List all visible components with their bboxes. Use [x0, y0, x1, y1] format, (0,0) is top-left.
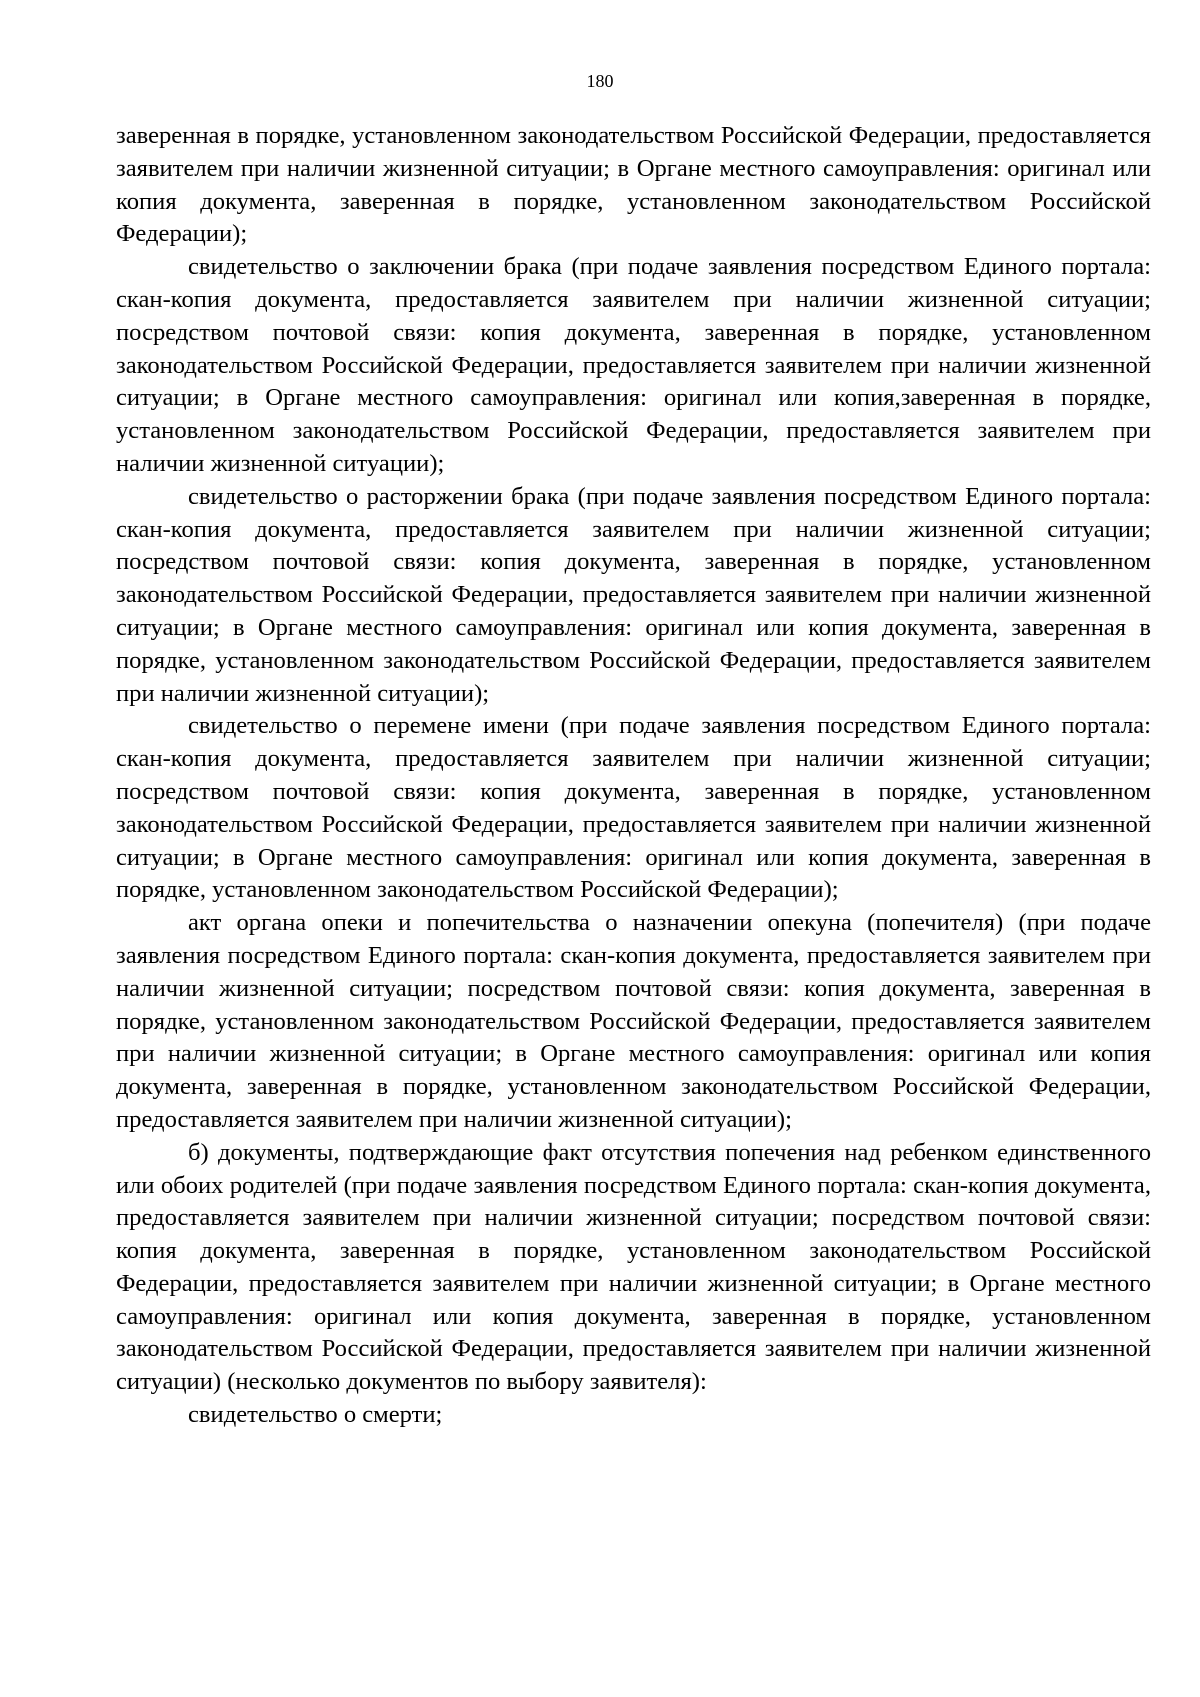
paragraph-death-certificate: свидетельство о смерти; — [188, 1401, 443, 1429]
paragraph-item-b: б) документы, подтверждающие факт отсутствия попечения над ребенком единственного или обоих родителей (при подаче заявления посредством Единого портала: скан-копия документа, предоставляется заявителем при наличии жизненной ситуации; посредством почтовой связи: копия документа, заверенная в порядке, установленном законодательством Российской Федерации, предоставляется заявителем при наличии жизненной ситуации; в Органе местного самоуправления: оригинал или копия документа, заверенная в порядке, установленном законодательством Российской Федерации, предоставляется заявителем при наличии жизненной ситуации) (несколько документов по выбору заявителя): — [116, 1138, 1151, 1396]
paragraph-continuation: заверенная в порядке, установленном законодательством Российской Федерации, предоставляется заявителем при наличии жизненной ситуации; в Органе местного самоуправления: оригинал или копия документа, заверенная в порядке, установленном законодательством Российской Федерации); — [116, 122, 1151, 248]
paragraph-marriage-certificate: свидетельство о заключении брака (при подаче заявления посредством Единого портала: скан-копия документа, предоставляется заявителем при наличии жизненной ситуации; посредством почтовой связи: копия документа, заверенная в порядке, установленном законодательством Российской Федерации, предоставляется заявителем при наличии жизненной ситуации; в Органе местного самоуправления: оригинал или копия,заверенная в порядке, установленном законодательством Российской Федерации, предоставляется заявителем при наличии жизненной ситуации); — [116, 253, 1151, 477]
page-number: 180 — [586, 71, 614, 91]
paragraph-divorce-certificate: свидетельство о расторжении брака (при подаче заявления посредством Единого портала: скан-копия документа, предоставляется заявителем при наличии жизненной ситуации; посредством почтовой связи: копия документа, заверенная в порядке, установленном законодательством Российской Федерации, предоставляется заявителем при наличии жизненной ситуации; в Органе местного самоуправления: оригинал или копия документа, заверенная в порядке, установленном законодательством Российской Федерации, предоставляется заявителем при наличии жизненной ситуации); — [116, 482, 1151, 707]
paragraph-name-change-certificate: свидетельство о перемене имени (при подаче заявления посредством Единого портала: скан-копия документа, предоставляется заявителем при наличии жизненной ситуации; посредством почтовой связи: копия документа, заверенная в порядке, установленном законодательством Российской Федерации, предоставляется заявителем при наличии жизненной ситуации; в Органе местного самоуправления: оригинал или копия документа, заверенная в порядке, установленном законодательством Российской Федерации); — [116, 712, 1151, 904]
document-body — [116, 120, 1151, 1432]
paragraph-guardianship-act: акт органа опеки и попечительства о назначении опекуна (попечителя) (при подаче заявления посредством Единого портала: скан-копия документа, предоставляется заявителем при наличии жизненной ситуации; посредством почтовой связи: копия документа, заверенная в порядке, установленном законодательством Российской Федерации, предоставляется заявителем при наличии жизненной ситуации; в Органе местного самоуправления: оригинал или копия документа, заверенная в порядке, установленном законодательством Российской Федерации, предоставляется заявителем при наличии жизненной ситуации); — [116, 909, 1151, 1133]
